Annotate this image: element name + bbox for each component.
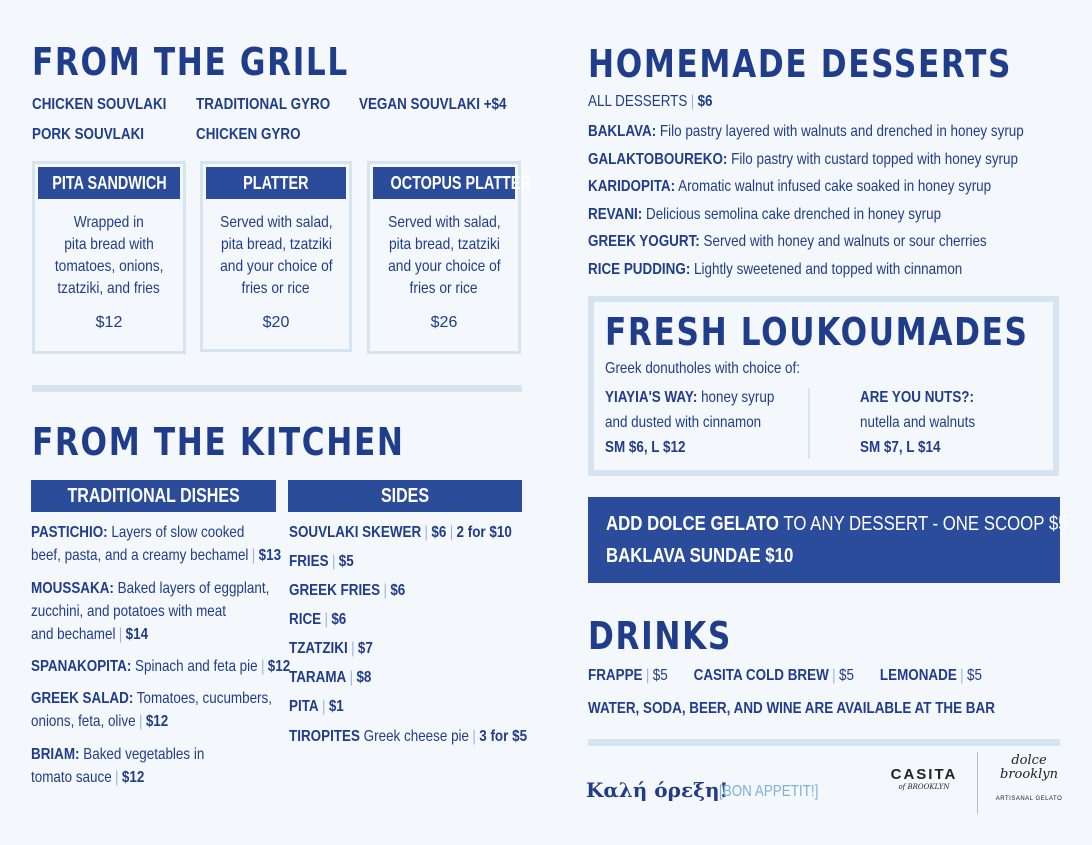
grill-item: CHICKEN GYRO	[196, 126, 301, 143]
platter-card	[200, 161, 352, 352]
dish-moussaka: MOUSSAKA: Baked layers of eggplant,	[31, 580, 270, 597]
loukoumades-subtitle: Greek donutholes with choice of:	[605, 360, 800, 377]
octopus-platter-card	[367, 161, 531, 354]
card-price: $20	[262, 314, 290, 331]
kitchen-title: FROM THE KITCHEN	[32, 420, 405, 464]
side-souvlaki-skewer: SOUVLAKI SKEWER | $6 | 2 for $10	[289, 524, 512, 541]
card-title: PITA SANDWICH	[38, 167, 180, 199]
dolce-logo-sub: ARTISANAL GELATO	[995, 796, 1063, 802]
grill-item: TRADITIONAL GYRO	[196, 96, 331, 113]
are-you-nuts: ARE YOU NUTS?:	[860, 389, 975, 406]
dessert-karidopita: KARIDOPITA: Aromatic walnut infused cake soaked in honey syrup	[588, 178, 992, 195]
casita-logo	[888, 766, 960, 791]
casita-logo-text: CASITA	[890, 766, 958, 783]
gelato-line2: BAKLAVA SUNDAE $10	[606, 545, 794, 567]
dish-pastichio: PASTICHIO: Layers of slow cooked	[31, 524, 245, 541]
dish-moussaka-line2: zucchini, and potatoes with meat	[31, 603, 226, 620]
dessert-galaktoboureko: GALAKTOBOUREKO: Filo pastry with custard topped with honey syrup	[588, 151, 1018, 168]
side-fries: FRIES | $5	[289, 553, 354, 570]
yiayias-way-price: SM $6, L $12	[605, 439, 686, 456]
side-rice: RICE | $6	[289, 611, 347, 628]
divider	[32, 385, 522, 392]
dish-greek-salad-line2: onions, feta, olive | $12	[31, 713, 169, 730]
dish-spanakopita: SPANAKOPITA: Spinach and feta pie | $12	[31, 658, 291, 675]
gelato-banner	[588, 497, 1060, 583]
pita-sandwich-card	[32, 161, 186, 354]
card-price: $26	[430, 314, 458, 331]
grill-item: VEGAN SOUVLAKI +$4	[359, 96, 507, 113]
yiayias-way: YIAYIA'S WAY: honey syrup	[605, 389, 775, 406]
grill-item: PORK SOUVLAKI	[32, 126, 145, 143]
side-greek-fries: GREEK FRIES | $6	[289, 582, 406, 599]
greeting-translation: [BON APPETIT!]	[719, 783, 819, 800]
drinks-title: DRINKS	[588, 614, 732, 658]
dessert-revani: REVANI: Delicious semolina cake drenched in honey syrup	[588, 206, 942, 223]
loukoumades-divider	[808, 388, 810, 458]
drinks-row: FRAPPE | $5 CASITA COLD BREW | $5 LEMONADE | $5	[588, 667, 982, 684]
dessert-greek-yogurt: GREEK YOGURT: Served with honey and walnuts or sour cherries	[588, 233, 987, 250]
card-price: $12	[95, 314, 123, 331]
greek-greeting: Καλή όρεξη!	[586, 778, 729, 802]
all-desserts-price: ALL DESSERTS | $6	[588, 93, 713, 110]
gelato-line1: ADD DOLCE GELATO TO ANY DESSERT - ONE SCOOP $5	[606, 513, 1068, 535]
drinks-note: WATER, SODA, BEER, AND WINE ARE AVAILABLE AT THE BAR	[588, 700, 995, 717]
grill-item: CHICKEN SOUVLAKI	[32, 96, 167, 113]
dessert-rice-pudding: RICE PUDDING: Lightly sweetened and topped with cinnamon	[588, 261, 963, 278]
grill-title: FROM THE GRILL	[32, 40, 349, 84]
dish-moussaka-line3: and bechamel | $14	[31, 626, 149, 643]
logo-divider	[977, 752, 978, 814]
dolce-logo-line1: dolce	[1011, 753, 1047, 768]
traditional-dishes-header: TRADITIONAL DISHES	[31, 480, 276, 512]
card-description: Served with salad, pita bread, tzatziki and your choice of fries or rice	[219, 214, 333, 297]
dish-greek-salad: GREEK SALAD: Tomatoes, cucumbers,	[31, 690, 272, 707]
side-tiropites: TIROPITES Greek cheese pie | 3 for $5	[289, 728, 528, 745]
dessert-baklava: BAKLAVA: Filo pastry layered with walnuts and drenched in honey syrup	[588, 123, 1024, 140]
card-title: PLATTER	[206, 167, 346, 199]
card-title: OCTOPUS PLATTER	[373, 167, 515, 199]
card-description: Served with salad, pita bread, tzatziki and your choice of fries or rice	[387, 214, 501, 297]
sides-header: SIDES	[288, 480, 522, 512]
dolce-logo-line2: brooklyn	[1000, 767, 1058, 782]
side-tzatziki: TZATZIKI | $7	[289, 640, 373, 657]
desserts-title: HOMEMADE DESSERTS	[588, 42, 1013, 86]
footer-divider	[588, 739, 1060, 746]
loukoumades-title: FRESH LOUKOUMADES	[605, 310, 1029, 354]
are-you-nuts-desc: nutella and walnuts	[860, 414, 976, 431]
dish-briam-line2: tomato sauce | $12	[31, 769, 145, 786]
are-you-nuts-price: SM $7, L $14	[860, 439, 941, 456]
dolce-brooklyn-logo	[992, 754, 1066, 802]
side-pita: PITA | $1	[289, 698, 344, 715]
yiayias-way-line2: and dusted with cinnamon	[605, 414, 762, 431]
dish-briam: BRIAM: Baked vegetables in	[31, 746, 205, 763]
side-tarama: TARAMA | $8	[289, 669, 372, 686]
card-description: Wrapped in pita bread with tomatoes, onions, tzatziki, and fries	[54, 214, 164, 297]
casita-logo-sub: of BROOKLYN	[898, 783, 950, 791]
dish-pastichio-line2: beef, pasta, and a creamy bechamel | $13	[31, 547, 282, 564]
